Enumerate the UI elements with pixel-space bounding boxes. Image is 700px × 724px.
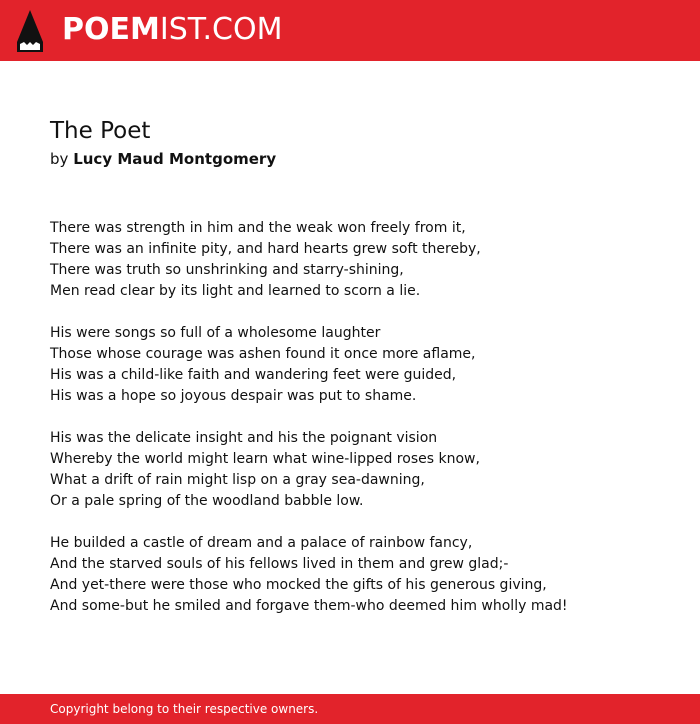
- poem-line: Whereby the world might learn what wine-lipped roses know,: [50, 451, 480, 467]
- site-footer: [0, 694, 700, 724]
- poem-line: There was truth so unshrinking and starry-shining,: [50, 262, 404, 278]
- stanza: [50, 218, 670, 302]
- stanza: [50, 533, 670, 617]
- poem-line: Or a pale spring of the woodland babble low.: [50, 493, 364, 509]
- poem-line: And yet-there were those who mocked the gifts of his generous giving,: [50, 577, 547, 593]
- poem-line: And the starved souls of his fellows lived in them and grew glad;-: [50, 556, 509, 572]
- pencil-icon[interactable]: [17, 10, 43, 52]
- poem-line: There was strength in him and the weak won freely from it,: [50, 220, 466, 236]
- site-logo[interactable]: [62, 11, 282, 49]
- site-header: [0, 0, 700, 61]
- poem-line: Those whose courage was ashen found it once more aflame,: [50, 346, 476, 362]
- poem-line: He builded a castle of dream and a palace of rainbow fancy,: [50, 535, 473, 551]
- copyright-text: Copyright belong to their respective owners.: [50, 702, 319, 716]
- poem-line: His was a hope so joyous despair was put to shame.: [50, 388, 417, 404]
- logo-light-text: IST.COM: [159, 12, 283, 47]
- stanza: [50, 323, 670, 407]
- poem-line: His was a child-like faith and wandering feet were guided,: [50, 367, 457, 383]
- logo-bold-text: POEM: [62, 12, 160, 47]
- poem-line: And some-but he smiled and forgave them-who deemed him wholly mad!: [50, 598, 568, 614]
- poem-title: The Poet: [50, 118, 151, 144]
- byline: [50, 148, 276, 170]
- poem-line: What a drift of rain might lisp on a gray sea-dawning,: [50, 472, 425, 488]
- author-name: Lucy Maud Montgomery: [73, 150, 277, 168]
- poem-line: His was the delicate insight and his the poignant vision: [50, 430, 438, 446]
- poem-line: His were songs so full of a wholesome laughter: [50, 325, 381, 341]
- by-label: by: [50, 150, 69, 168]
- poem-line: There was an infinite pity, and hard hearts grew soft thereby,: [50, 241, 481, 257]
- stanza: [50, 428, 670, 512]
- poem-line: Men read clear by its light and learned to scorn a lie.: [50, 283, 421, 299]
- poem-body: [50, 218, 670, 638]
